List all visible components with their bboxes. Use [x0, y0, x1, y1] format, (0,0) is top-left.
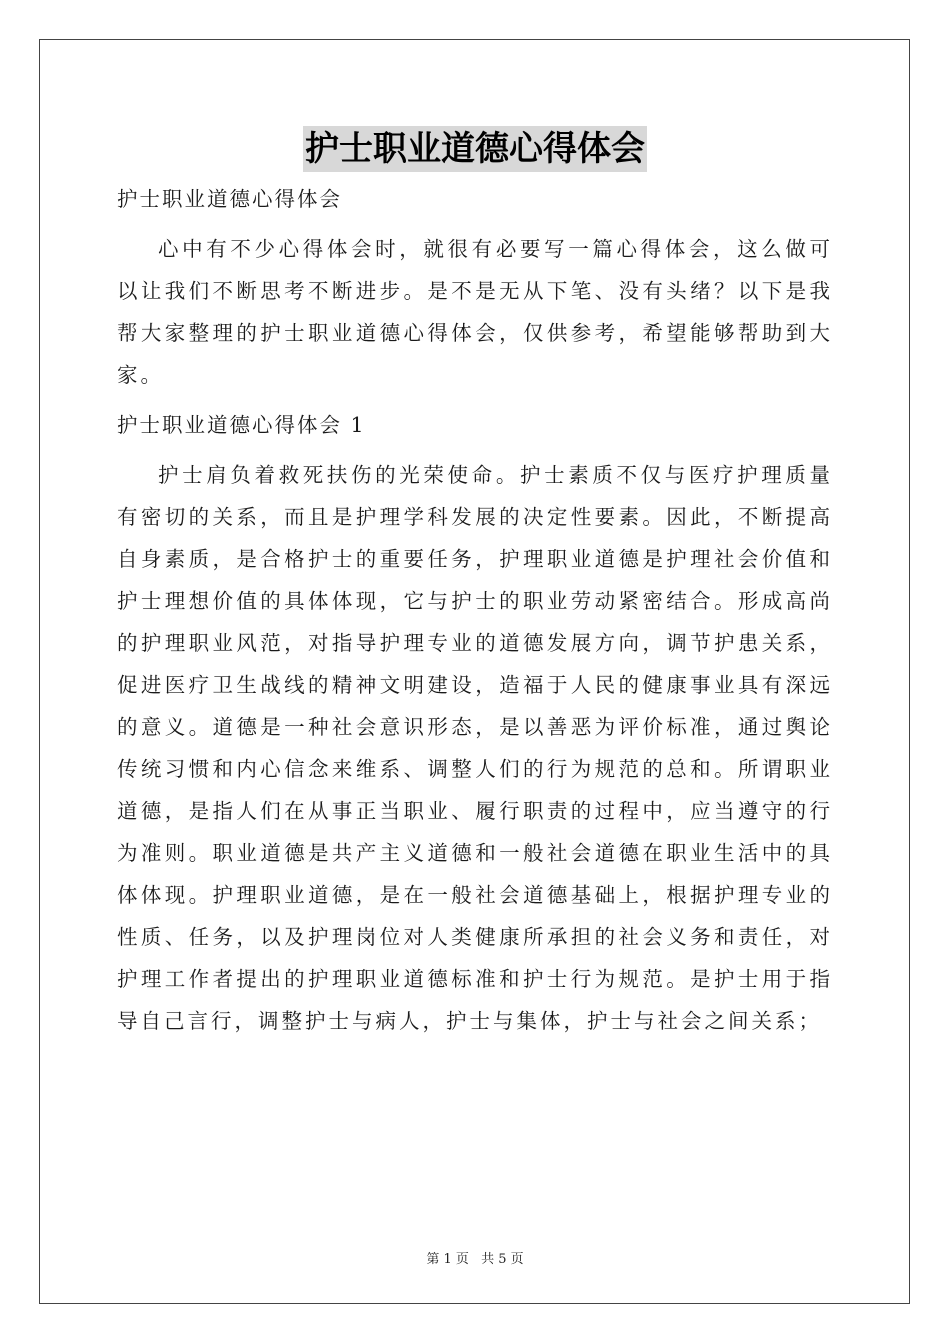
- intro-paragraph: 心中有不少心得体会时，就很有必要写一篇心得体会，这么做可以让我们不断思考不断进步。是不是无从下笔、没有头绪？以下是我帮大家整理的护士职业道德心得体会，仅供参考，希望能够帮助到大家。: [117, 237, 833, 387]
- page-footer: [0, 1248, 950, 1267]
- section-paragraph: 护士肩负着救死扶伤的光荣使命。护士素质不仅与医疗护理质量有密切的关系，而且是护理学科发展的决定性要素。因此，不断提高自身素质，是合格护士的重要任务，护理职业道德是护理社会价值和护士理想价值的具体体现，它与护士的职业劳动紧密结合。形成高尚的护理职业风范，对指导护理专业的道德发展方向，调节护患关系，促进医疗卫生战线的精神文明建设，造福于人民的健康事业具有深远的意义。道德是一种社会意识形态，是以善恶为评价标准，通过舆论传统习惯和内心信念来维系、调整人们的行为规范的总和。所谓职业道德，是指人们在从事正当职业、履行职责的过程中，应当遵守的行为准则。职业道德是共产主义道德和一般社会道德在职业生活中的具体体现。护理职业道德，是在一般社会道德基础上，根据护理专业的性质、任务，以及护理岗位对人类健康所承担的社会义务和责任，对护理工作者提出的护理职业道德标准和护士行为规范。是护士用于指导自己言行，调整护士与病人，护士与集体，护士与社会之间关系；: [117, 463, 833, 1033]
- document-body: [117, 178, 833, 1042]
- spacer: [117, 220, 833, 228]
- page-total: 共 5 页: [481, 1252, 524, 1267]
- page-number: 第 1 页: [426, 1252, 469, 1267]
- spacer: [117, 446, 833, 454]
- title-container: [0, 126, 950, 172]
- section-heading: 护士职业道德心得体会 1: [117, 413, 366, 437]
- document-title: 护士职业道德心得体会: [303, 126, 647, 172]
- spacer: [117, 396, 833, 404]
- document-subtitle: 护士职业道德心得体会: [117, 187, 342, 211]
